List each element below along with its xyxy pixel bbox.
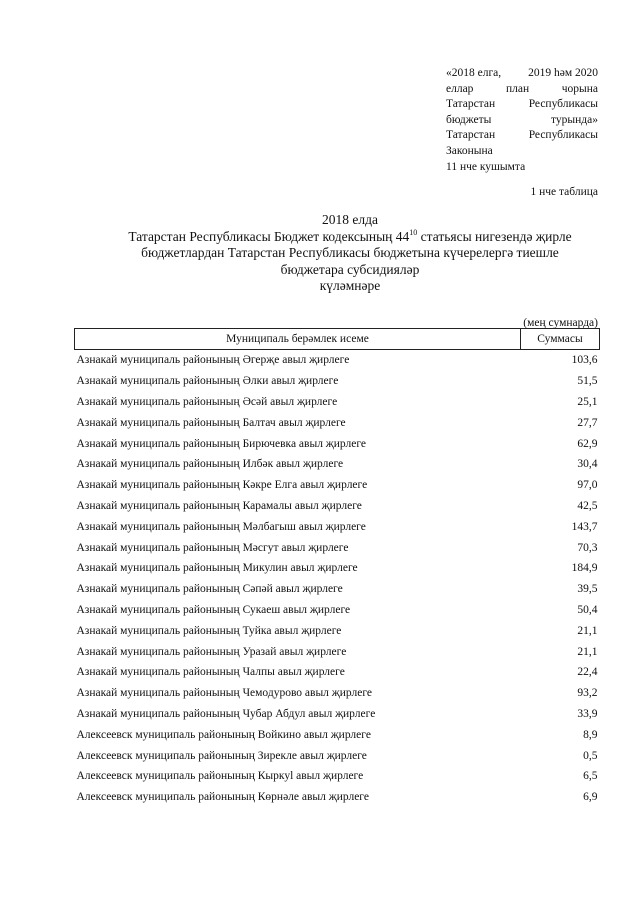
subsidy-amount: 70,3 (577, 541, 598, 554)
document-title (90, 212, 610, 295)
municipality-name: Азнакай муниципаль районының Әлки авыл җирлеге (76, 375, 339, 388)
annex-word: 11 нче кушымта (446, 160, 526, 173)
table-row (75, 350, 600, 371)
table-header-row (75, 329, 600, 350)
table-row (75, 620, 600, 641)
table-row (75, 537, 600, 558)
table-row (75, 662, 600, 683)
annex-line (446, 66, 598, 82)
municipality-name: Азнакай муниципаль районының Балтач авыл җирлеге (76, 416, 346, 429)
municipality-name: Азнакай муниципаль районының Сәпәй авыл җирлеге (76, 583, 343, 596)
table-row (75, 516, 600, 537)
annex-word: план (506, 82, 530, 95)
table-row (75, 558, 600, 579)
subsidy-amount: 51,5 (577, 375, 598, 388)
table-row (75, 641, 600, 662)
annex-word: Татарстан (446, 98, 496, 111)
table-row (75, 433, 600, 454)
municipality-name: Алексеевск муниципаль районының Зирекле авыл җирлеге (76, 749, 367, 762)
subsidy-amount: 0,5 (583, 749, 598, 762)
subsidy-amount: 103,6 (571, 354, 598, 367)
table-row (75, 371, 600, 392)
annex-word: турында» (551, 113, 598, 126)
municipality-name: Азнакай муниципаль районының Микулин авыл җирлеге (76, 562, 358, 575)
municipality-name: Азнакай муниципаль районының Туйка авыл җирлеге (76, 624, 342, 637)
title-line-5: күләмнәре (319, 278, 381, 293)
annex-line (446, 144, 598, 160)
annex-word: Татарстан (446, 129, 496, 142)
subsidy-amount: 22,4 (577, 666, 598, 679)
annex-word: Республикасы (528, 98, 598, 111)
annex-word: бюджеты (446, 113, 492, 126)
table-row (75, 392, 600, 413)
municipality-name: Азнакай муниципаль районының Бирючевка авыл җирлеге (76, 437, 367, 450)
annex-line (446, 82, 598, 98)
table-row (75, 724, 600, 745)
subsidy-amount: 39,5 (577, 583, 598, 596)
subsidy-amount: 42,5 (577, 499, 598, 512)
annex-word: 2019 һәм 2020 (528, 67, 598, 79)
municipality-name: Азнакай муниципаль районының Чубар Абдул авыл җирлеге (76, 707, 376, 720)
municipality-name: Азнакай муниципаль районының Кәкре Елга авыл җирлеге (76, 479, 368, 492)
subsidy-amount: 93,2 (577, 687, 598, 700)
municipality-name: Алексеевск муниципаль районының Войкино авыл җирлеге (76, 728, 371, 741)
municipality-name: Азнакай муниципаль районының Сукаеш авыл җирлеге (76, 603, 351, 616)
municipality-name: Азнакай муниципаль районының Уразай авыл җирлеге (76, 645, 347, 658)
subsidy-amount: 184,9 (571, 562, 598, 575)
title-line-2: Татарстан Республикасы Бюджет кодексының $44^{10}$ статьясы нигезендә җирле (128, 227, 572, 244)
subsidy-amount: 21,1 (577, 624, 598, 637)
annex-word: «2018 елга, (446, 67, 502, 79)
title-line-3: бюджетлардан Татарстан Республикасы бюджетына күчерелергә тиешле (141, 245, 559, 260)
subsidy-amount: 6,5 (583, 770, 598, 783)
table-row (75, 454, 600, 475)
table-row (75, 475, 600, 496)
municipality-name: Азнакай муниципаль районының Әсәй авыл җирлеге (76, 395, 338, 408)
annex-word: Законына (446, 144, 493, 157)
subsidy-amount: 33,9 (577, 707, 598, 720)
annex-line (446, 113, 598, 129)
subsidy-amount: 25,1 (577, 395, 598, 408)
table-row (75, 496, 600, 517)
annex-reference (446, 66, 598, 175)
subsidy-amount: 6,9 (583, 791, 598, 804)
column-header-name: Муниципаль берәмлек исеме (75, 329, 521, 350)
table-row (75, 787, 600, 808)
subsidy-amount: 21,1 (577, 645, 598, 658)
table-row (75, 579, 600, 600)
subsidy-table (74, 328, 600, 808)
subsidy-amount: 62,9 (577, 437, 598, 450)
title-line-1: 2018 елда (322, 212, 378, 227)
annex-line (446, 128, 598, 144)
municipality-name: Азнакай муниципаль районының Мәсгут авыл җирлеге (76, 541, 349, 554)
subsidy-amount: 97,0 (577, 479, 598, 492)
subsidy-amount: 143,7 (571, 520, 598, 533)
municipality-name: Алексеевск муниципаль районының Кыркуl авыл җирлеге (76, 770, 364, 783)
table-row (75, 766, 600, 787)
subsidy-amount: 27,7 (577, 416, 598, 429)
table-row (75, 704, 600, 725)
annex-word: еллар (446, 82, 474, 95)
table-row (75, 683, 600, 704)
municipality-name: Азнакай муниципаль районының Чалпы авыл җирлеге (76, 666, 345, 679)
municipality-name: Азнакай муниципаль районының Мәлбагыш авыл җирлеге (76, 520, 366, 533)
municipality-name: Азнакай муниципаль районының Илбәк авыл җирлеге (76, 458, 344, 471)
municipality-name: Алексеевск муниципаль районының Көрнәле авыл җирлеге (76, 791, 369, 804)
article-superscript: 10 (409, 227, 418, 237)
municipality-name: Азнакай муниципаль районының Чемодурово авыл җирлеге (76, 687, 373, 700)
subsidy-amount: 8,9 (583, 728, 598, 741)
municipality-name: Азнакай муниципаль районының Карамалы авыл җирлеге (76, 499, 362, 512)
subsidy-amount: 50,4 (577, 603, 598, 616)
table-row (75, 745, 600, 766)
table-number: 1 нче таблица (530, 186, 598, 198)
subsidy-amount: 30,4 (577, 458, 598, 471)
annex-word: Республикасы (528, 129, 598, 142)
column-header-sum: Суммасы (521, 329, 600, 350)
unit-note: (мең сумнарда) (523, 317, 598, 329)
municipality-name: Азнакай муниципаль районының Әгерҗе авыл җирлеге (76, 354, 350, 367)
table-row (75, 412, 600, 433)
annex-line (446, 160, 598, 176)
annex-line (446, 97, 598, 113)
annex-word: чорына (561, 82, 598, 95)
table-row (75, 600, 600, 621)
title-line-4: бюджетара субсидияләр (280, 261, 420, 277)
